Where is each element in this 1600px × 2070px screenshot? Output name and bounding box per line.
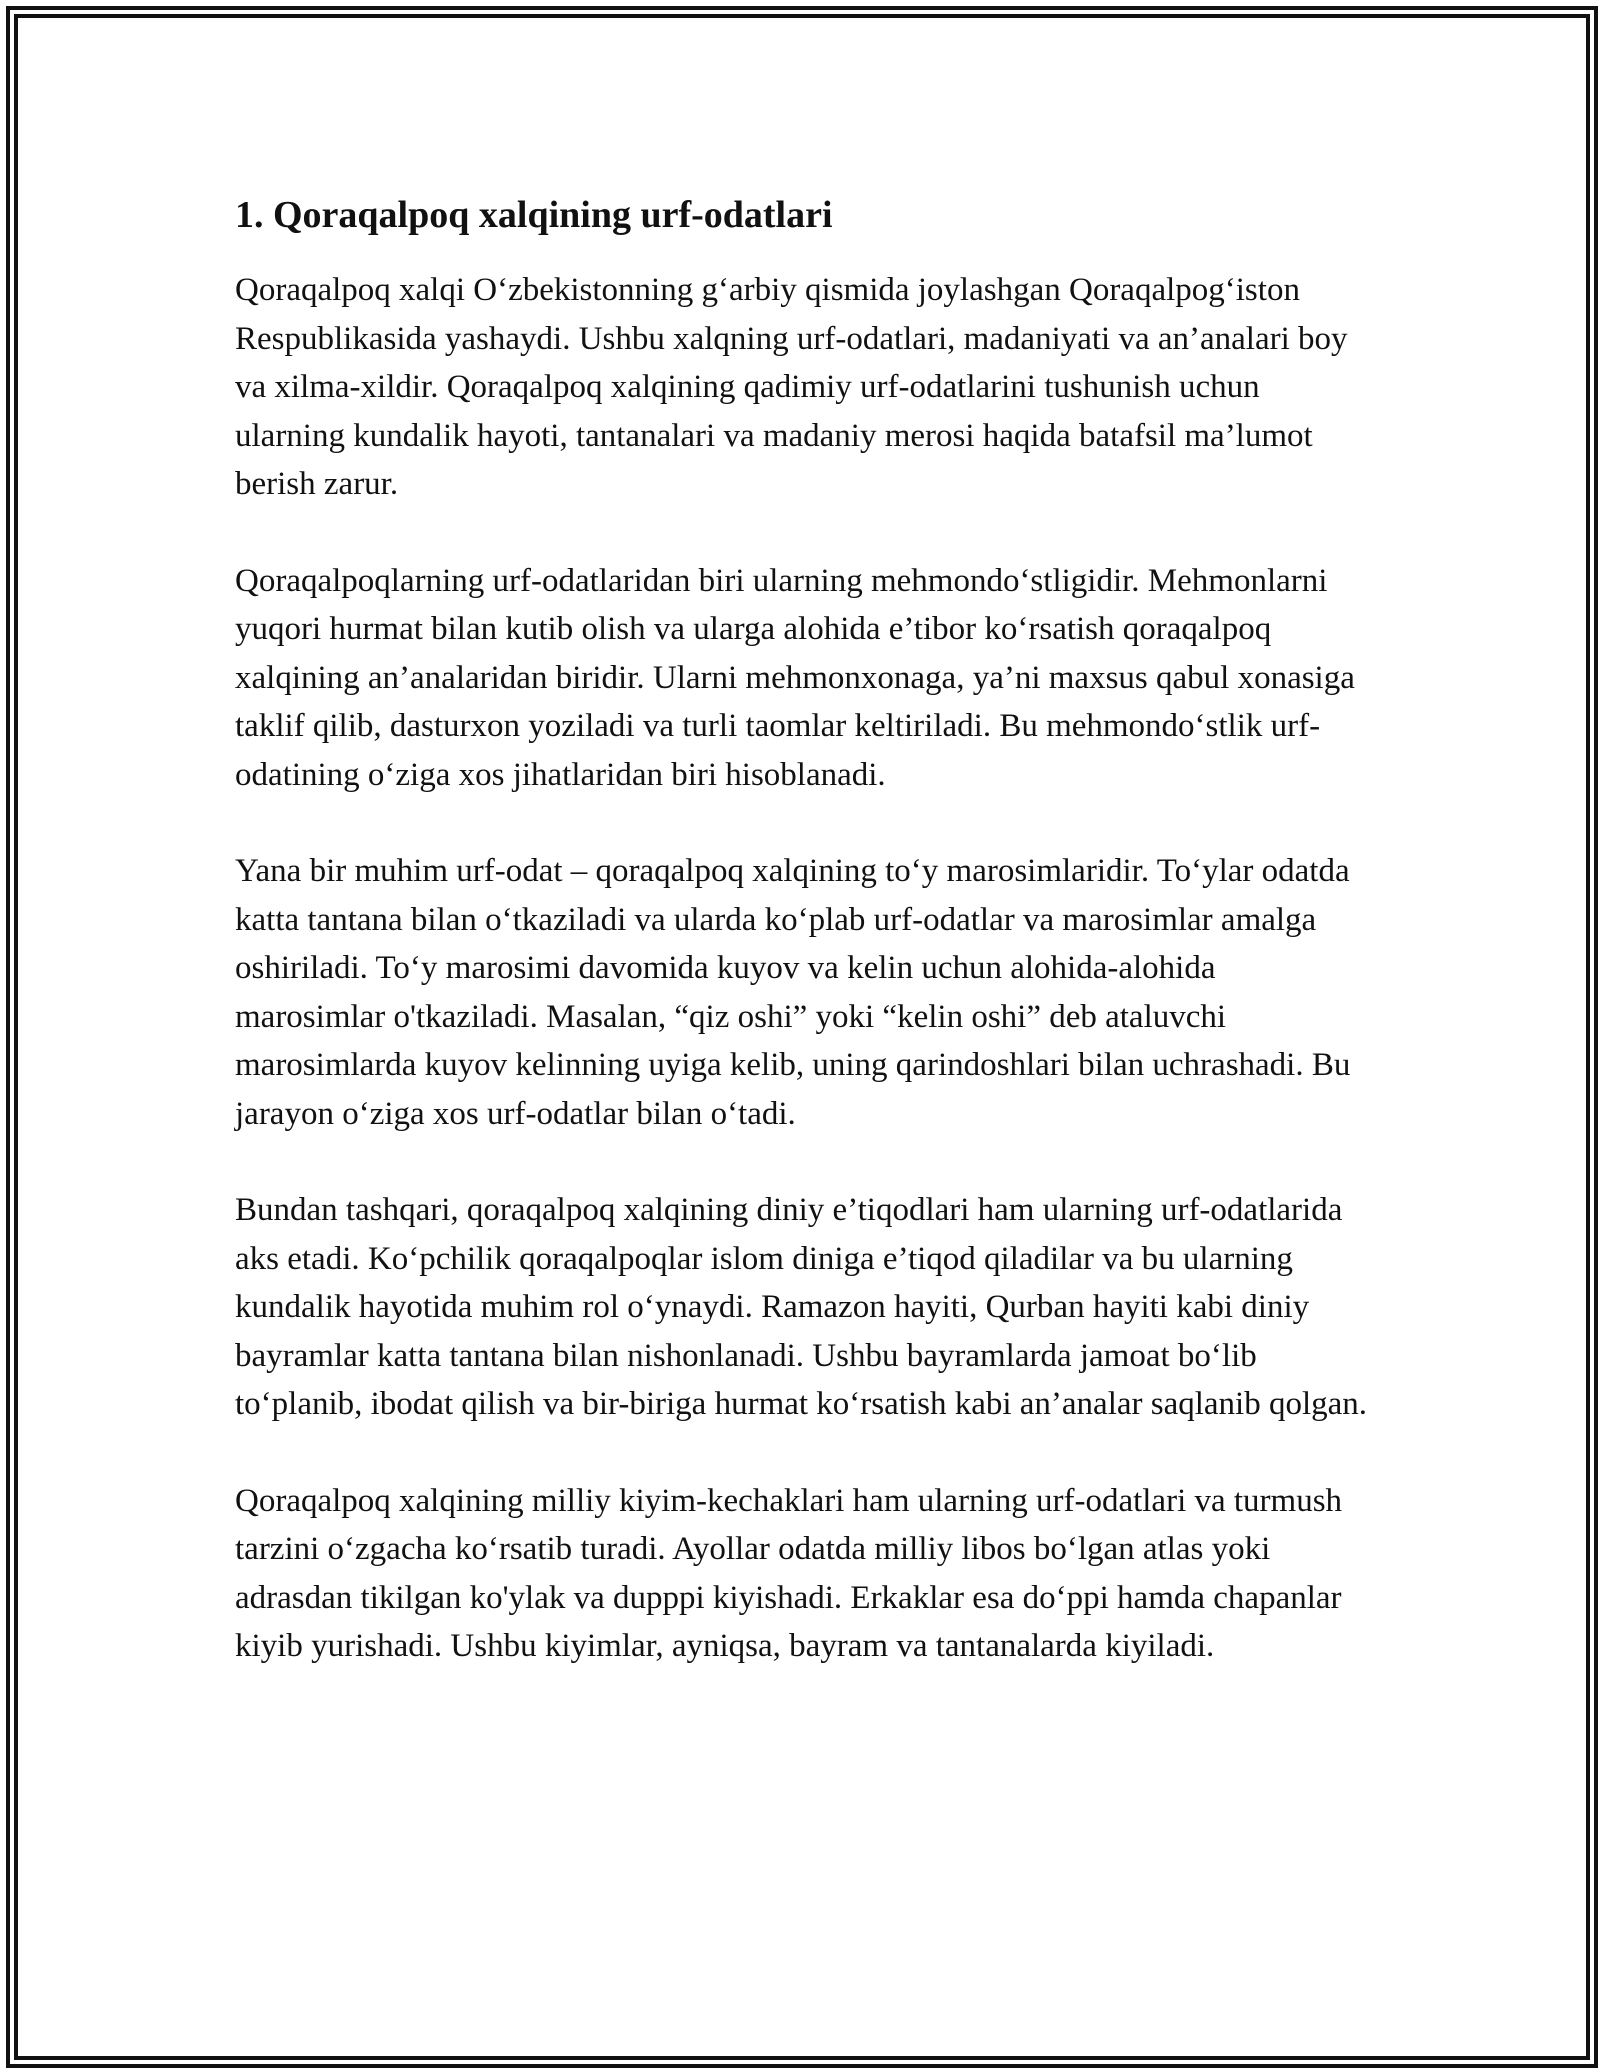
document-body: [235, 188, 1370, 1671]
paragraph-clothing: Qoraqalpoq xalqining milliy kiyim-kechaklari ham ularning urf-odatlari va turmush tarzini o‘zgacha ko‘rsatib turadi. Ayollar odatda milliy libos bo‘lgan atlas yoki adrasdan tikilgan ko'ylak va dupppi kiyishadi. Erkaklar esa do‘ppi hamda chapanlar kiyib yurishadi. Ushbu kiyimlar, ayniqsa, bayram va tantanalarda kiyiladi.: [235, 1482, 1343, 1664]
paragraph-hospitality: Qoraqalpoqlarning urf-odatlaridan biri ularning mehmondo‘stligidir. Mehmonlarni yuqori hurmat bilan kutib olish va ularga alohida e’tibor ko‘rsatish qoraqalpoq xalqining an’analaridan biridir. Ularni mehmonxonaga, ya’ni maxsus qabul xonasiga taklif qilib, dasturxon yoziladi va turli taomlar keltiriladi. Bu mehmondo‘stlik urf-odatining o‘ziga xos jihatlaridan biri hisoblanadi.: [235, 562, 1355, 793]
paragraph-intro: Qoraqalpoq xalqi O‘zbekistonning g‘arbiy qismida joylashgan Qoraqalpog‘iston Respublikasida yashaydi. Ushbu xalqning urf-odatlari, madaniyati va an’analari boy va xilma-xildir. Qoraqalpoq xalqining qadimiy urf-odatlarini tushunish uchun ularning kundalik hayoti, tantanalari va madaniy merosi haqida batafsil ma’lumot berish zarur.: [235, 272, 1348, 502]
paragraph-weddings: Yana bir muhim urf-odat – qoraqalpoq xalqining to‘y marosimlaridir. To‘ylar odatda katta tantana bilan o‘tkaziladi va ularda ko‘plab urf-odatlar va marosimlar amalga oshiriladi. To‘y marosimi davomida kuyov va kelin uchun alohida-alohida marosimlar o'tkaziladi. Masalan, “qiz oshi” yoki “kelin oshi” deb ataluvchi marosimlarda kuyov kelinning uyiga kelib, uning qarindoshlari bilan uchrashadi. Bu jarayon o‘ziga xos urf-odatlar bilan o‘tadi.: [235, 853, 1351, 1132]
document-title: 1. Qoraqalpoq xalqining urf-odatlari: [235, 194, 833, 236]
paragraph-religion: Bundan tashqari, qoraqalpoq xalqining diniy e’tiqodlari ham ularning urf-odatlarida aks etadi. Ko‘pchilik qoraqalpoqlar islom diniga e’tiqod qiladilar va bu ularning kundalik hayotida muhim rol o‘ynaydi. Ramazon hayiti, Qurban hayiti kabi diniy bayramlar katta tantana bilan nishonlanadi. Ushbu bayramlarda jamoat bo‘lib to‘planib, ibodat qilish va bir-biriga hurmat ko‘rsatish kabi an’analar saqlanib qolgan.: [235, 1192, 1368, 1422]
